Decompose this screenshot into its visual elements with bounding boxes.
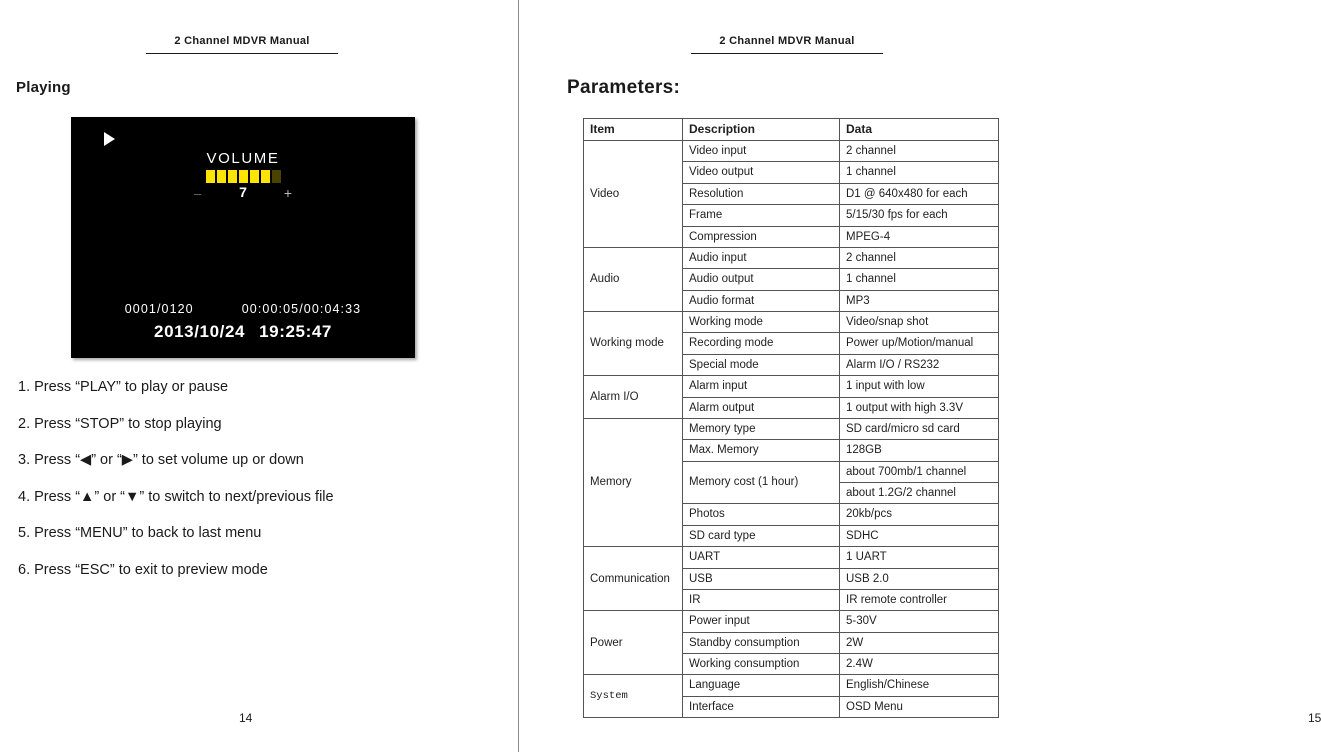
- running-head-left: [146, 35, 338, 54]
- running-head-right: [691, 35, 883, 54]
- parameters-table-head: [584, 119, 999, 141]
- table-description-cell: Audio input: [683, 247, 840, 268]
- volume-segment: [228, 170, 237, 183]
- table-description-cell: Memory type: [683, 418, 840, 439]
- table-data-cell: 128GB: [840, 440, 999, 461]
- volume-segment: [261, 170, 270, 183]
- page-number-left: 14: [239, 711, 253, 725]
- table-description-cell: Audio output: [683, 269, 840, 290]
- page-title-parameters: Parameters:: [567, 77, 681, 98]
- instruction-item: 3. Press “◀” or “▶” to set volume up or down: [18, 452, 304, 468]
- table-header-row: [584, 119, 999, 141]
- running-head-rule: [691, 53, 883, 54]
- table-description-cell: Special mode: [683, 354, 840, 375]
- table-row: [584, 376, 999, 397]
- table-data-cell: 1 UART: [840, 547, 999, 568]
- table-data-cell: 2 channel: [840, 247, 999, 268]
- table-row: [584, 547, 999, 568]
- osd-status-line: [71, 302, 415, 316]
- table-column-header: Item: [584, 119, 683, 141]
- table-group-cell: Audio: [584, 247, 683, 311]
- table-data-cell: 2 channel: [840, 141, 999, 162]
- table-description-cell: Language: [683, 675, 840, 696]
- table-data-cell: MP3: [840, 290, 999, 311]
- table-data-cell: IR remote controller: [840, 589, 999, 610]
- volume-decrease-icon: –: [194, 186, 202, 201]
- table-group-cell: Communication: [584, 547, 683, 611]
- table-column-header: Data: [840, 119, 999, 141]
- osd-date: 2013/10/24: [154, 322, 246, 341]
- table-data-cell: 5/15/30 fps for each: [840, 205, 999, 226]
- instruction-item: 5. Press “MENU” to back to last menu: [18, 525, 262, 541]
- running-head-text: 2 Channel MDVR Manual: [174, 35, 310, 47]
- volume-segment: [217, 170, 226, 183]
- table-column-header: Description: [683, 119, 840, 141]
- volume-segment: [272, 170, 281, 183]
- table-group-cell: System: [584, 675, 683, 718]
- table-data-cell: SD card/micro sd card: [840, 418, 999, 439]
- osd-volume-panel: [71, 150, 415, 202]
- play-triangle-icon: [104, 132, 115, 146]
- table-data-cell: 2.4W: [840, 654, 999, 675]
- table-row: [584, 312, 999, 333]
- table-row: [584, 611, 999, 632]
- volume-increase-icon: +: [283, 185, 292, 201]
- instruction-list: [18, 380, 488, 599]
- table-data-cell: D1 @ 640x480 for each: [840, 183, 999, 204]
- table-description-cell: Interface: [683, 696, 840, 717]
- osd-screen-preview: [71, 117, 415, 358]
- parameters-table: [583, 118, 999, 718]
- table-row: [584, 141, 999, 162]
- table-description-cell: Alarm input: [683, 376, 840, 397]
- table-data-cell: 1 output with high 3.3V: [840, 397, 999, 418]
- osd-time: 19:25:47: [259, 322, 332, 341]
- table-data-cell: OSD Menu: [840, 696, 999, 717]
- table-data-cell: USB 2.0: [840, 568, 999, 589]
- table-description-cell: Working consumption: [683, 654, 840, 675]
- table-row: [584, 418, 999, 439]
- table-data-cell: 2W: [840, 632, 999, 653]
- table-row: [584, 247, 999, 268]
- table-data-cell: Alarm I/O / RS232: [840, 354, 999, 375]
- table-description-cell: Power input: [683, 611, 840, 632]
- instruction-item: 6. Press “ESC” to exit to preview mode: [18, 561, 268, 578]
- table-data-cell: MPEG-4: [840, 226, 999, 247]
- instruction-item: 2. Press “STOP” to stop playing: [18, 415, 222, 432]
- table-group-cell: Memory: [584, 418, 683, 546]
- table-data-cell: 1 channel: [840, 162, 999, 183]
- table-description-cell: Audio format: [683, 290, 840, 311]
- right-page: [519, 0, 1321, 752]
- volume-segment: [250, 170, 259, 183]
- instruction-item: 1. Press “PLAY” to play or pause: [18, 379, 229, 395]
- osd-time-counter: 00:00:05/00:04:33: [241, 302, 362, 316]
- volume-segment: [206, 170, 215, 183]
- table-data-cell: 1 input with low: [840, 376, 999, 397]
- table-group-cell: Working mode: [584, 312, 683, 376]
- table-data-cell: English/Chinese: [840, 675, 999, 696]
- table-description-cell: Memory cost (1 hour): [683, 461, 840, 504]
- table-data-cell: 20kb/pcs: [840, 504, 999, 525]
- parameters-table-body: [584, 141, 999, 718]
- osd-datetime: [71, 322, 415, 342]
- table-group-cell: Power: [584, 611, 683, 675]
- left-page: [0, 0, 518, 752]
- table-description-cell: Working mode: [683, 312, 840, 333]
- table-description-cell: Alarm output: [683, 397, 840, 418]
- running-head-rule: [146, 53, 338, 54]
- table-data-cell: Power up/Motion/manual: [840, 333, 999, 354]
- page-number-right: 15: [1308, 711, 1321, 725]
- page-title-playing: Playing: [16, 79, 71, 96]
- osd-file-counter: 0001/0120: [124, 302, 194, 316]
- volume-segment: [239, 170, 248, 183]
- table-data-cell: about 700mb/1 channel: [840, 461, 999, 482]
- table-description-cell: SD card type: [683, 525, 840, 546]
- table-data-cell: 1 channel: [840, 269, 999, 290]
- table-group-cell: Video: [584, 141, 683, 248]
- table-description-cell: Recording mode: [683, 333, 840, 354]
- table-description-cell: Standby consumption: [683, 632, 840, 653]
- instruction-item: 4. Press “▲” or “▼” to switch to next/previous file: [18, 488, 334, 505]
- table-description-cell: Resolution: [683, 183, 840, 204]
- osd-volume-row: [188, 184, 298, 202]
- table-description-cell: UART: [683, 547, 840, 568]
- table-row: [584, 675, 999, 696]
- table-description-cell: Max. Memory: [683, 440, 840, 461]
- osd-volume-bar: [202, 170, 284, 183]
- osd-volume-value: 7: [239, 184, 247, 200]
- table-description-cell: Photos: [683, 504, 840, 525]
- table-description-cell: IR: [683, 589, 840, 610]
- table-description-cell: USB: [683, 568, 840, 589]
- table-group-cell: Alarm I/O: [584, 376, 683, 419]
- table-data-cell: SDHC: [840, 525, 999, 546]
- table-description-cell: Video output: [683, 162, 840, 183]
- table-description-cell: Video input: [683, 141, 840, 162]
- table-data-cell: about 1.2G/2 channel: [840, 483, 999, 504]
- table-description-cell: Compression: [683, 226, 840, 247]
- osd-volume-label: VOLUME: [206, 150, 280, 167]
- table-description-cell: Frame: [683, 205, 840, 226]
- table-data-cell: 5-30V: [840, 611, 999, 632]
- running-head-text: 2 Channel MDVR Manual: [719, 35, 855, 47]
- table-data-cell: Video/snap shot: [840, 312, 999, 333]
